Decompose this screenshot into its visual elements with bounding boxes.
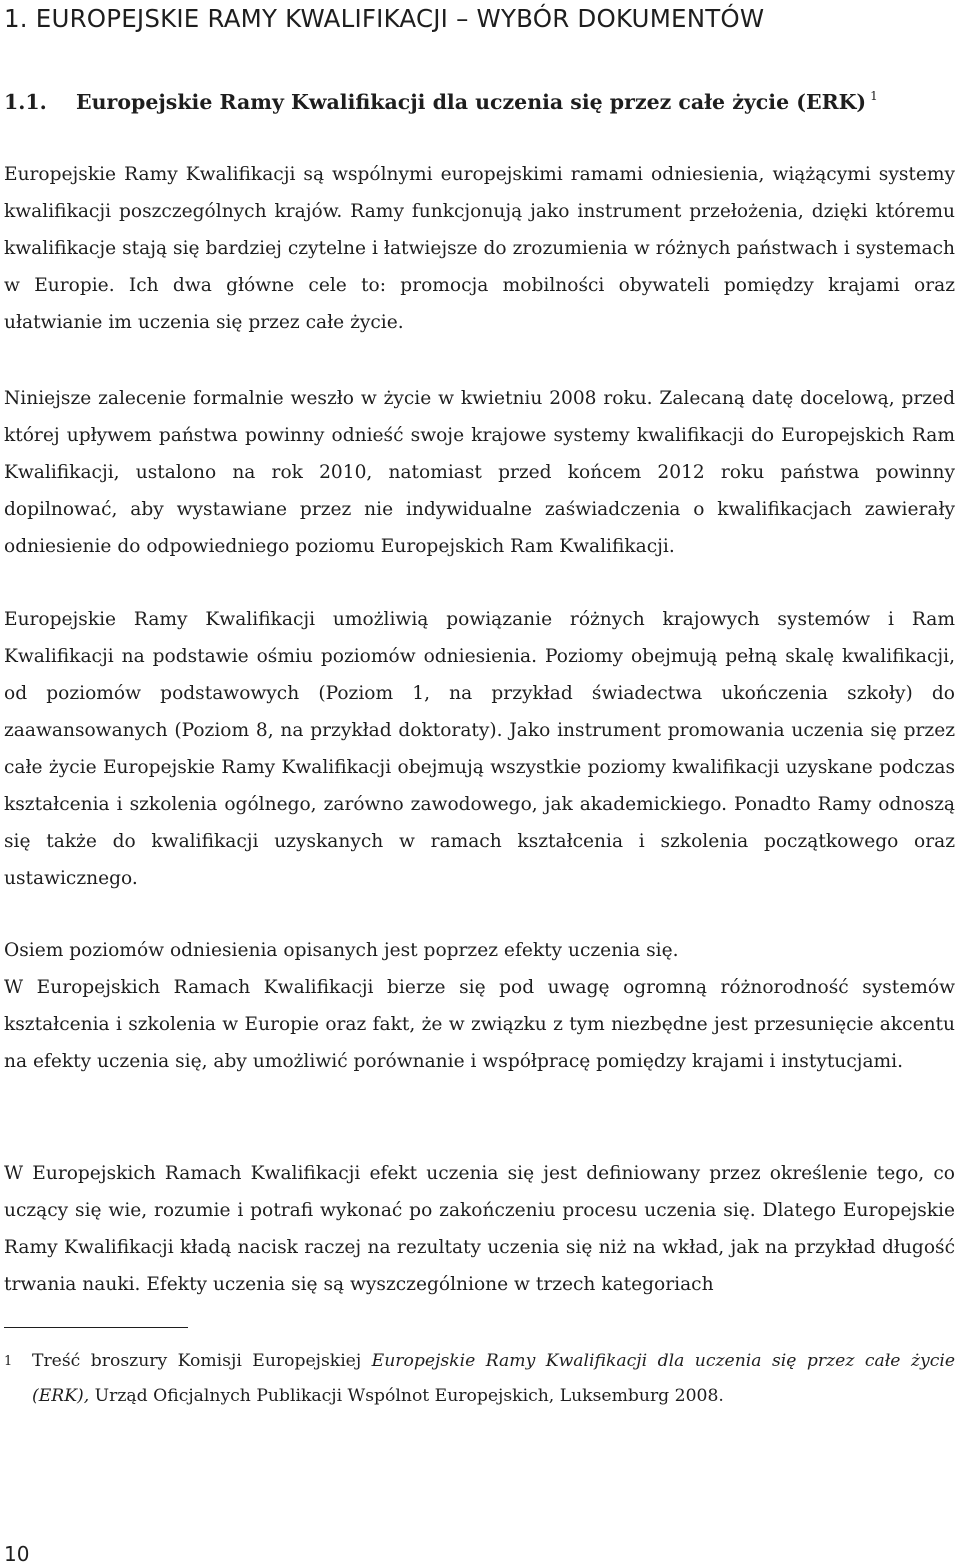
section-heading bbox=[4, 80, 956, 118]
paragraph-definition: Europejskie Ramy Kwalifikacji są wspólnymi europejskimi ramami odniesienia, wiążącymi systemy kwalifikacji poszczególnych krajów. Ramy funkcjonują jako instrument przełożenia, dzięki któremu kwalifikacje stają się bardziej czytelne i łatwiejsze do zrozumienia w różnych państwach i systemach w Europie. Ich dwa główne cele to: promocja mobilności obywateli pomiędzy krajami oraz ułatwianie im uczenia się przez całe życie. bbox=[4, 164, 955, 333]
footnote-divider bbox=[4, 1327, 188, 1328]
footnote-publication-title: Europejskie Ramy Kwalifikacji dla uczenia się przez całe życie (ERK), bbox=[32, 1351, 955, 1406]
paragraph-levels: Europejskie Ramy Kwalifikacji umożliwią powiązanie różnych krajowych systemów i Ram Kwalifikacji na podstawie ośmiu poziomów odniesienia. Poziomy obejmują pełną skalę kwalifikacji, od poziomów podstawowych (Poziom 1, na przykład świadectwa ukończenia szkoły) do zaawansowanych (Poziom 8, na przykład doktoraty). Jako instrument promowania uczenia się przez całe życie Europejskie Ramy Kwalifikacji obejmują wszystkie poziomy kwalifikacji uzyskane podczas kształcenia i szkolenia ogólnego, zarówno zawodowego, jak akademickiego. Ponadto Ramy odnoszą się także do kwalifikacji uzyskanych w ramach kształcenia i szkolenia początkowego oraz ustawicznego. bbox=[4, 609, 955, 889]
footnote-number: 1 bbox=[4, 1354, 13, 1369]
section-title: Europejskie Ramy Kwalifikacji dla uczenia się przez całe życie (ERK) bbox=[76, 90, 867, 114]
footnote bbox=[4, 1344, 955, 1414]
footnote-text bbox=[32, 1344, 955, 1414]
page-number: 10 bbox=[4, 1542, 30, 1566]
footnote-text-before: Treść broszury Komisji Europejskiej bbox=[32, 1351, 362, 1371]
paragraph-deadlines: Niniejsze zalecenie formalnie weszło w życie w kwietniu 2008 roku. Zalecaną datę docelową, przed której upływem państwa powinny odnieść swoje krajowe systemy kwalifikacji do Europejskich Ram Kwalifikacji, ustalono na rok 2010, natomiast przed końcem 2012 roku państwa powinny dopilnować, aby wystawiane przez nie indywidualne zaświadczenia o kwalifikacjach zawierały odniesienie do odpowiedniego poziomu Europejskich Ram Kwalifikacji. bbox=[4, 388, 955, 557]
footnote-text-after: Urząd Oficjalnych Publikacji Wspólnot Europejskich, Luksemburg 2008. bbox=[94, 1386, 724, 1406]
paragraph-line: Osiem poziomów odniesienia opisanych jest poprzez efekty uczenia się. bbox=[4, 940, 679, 961]
footnote-reference[interactable]: 1 bbox=[870, 89, 878, 103]
paragraph-text: W Europejskich Ramach Kwalifikacji bierze się pod uwagę ogromną różnorodność systemów kształcenia i szkolenia w Europie oraz fakt, że w związku z tym niezbędne jest przesunięcie akcentu na efekty uczenia się, aby umożliwić porównanie i współpracę pomiędzy krajami i instytucjami. bbox=[4, 977, 955, 1072]
paragraph-learning-outcomes bbox=[4, 932, 955, 1080]
section-number: 1.1. bbox=[4, 90, 47, 114]
paragraph-outcome-definition: W Europejskich Ramach Kwalifikacji efekt uczenia się jest definiowany przez określenie tego, co uczący się wie, rozumie i potrafi wykonać po zakończeniu procesu uczenia się. Dlatego Europejskie Ramy Kwalifikacji kładą nacisk raczej na rezultaty uczenia się niż na wkład, jak na przykład długość trwania nauki. Efekty uczenia się są wyszczególnione w trzech kategoriach bbox=[4, 1163, 955, 1295]
chapter-heading: 1. EUROPEJSKIE RAMY KWALIFIKACJI – WYBÓR DOKUMENTÓW bbox=[4, 4, 765, 33]
